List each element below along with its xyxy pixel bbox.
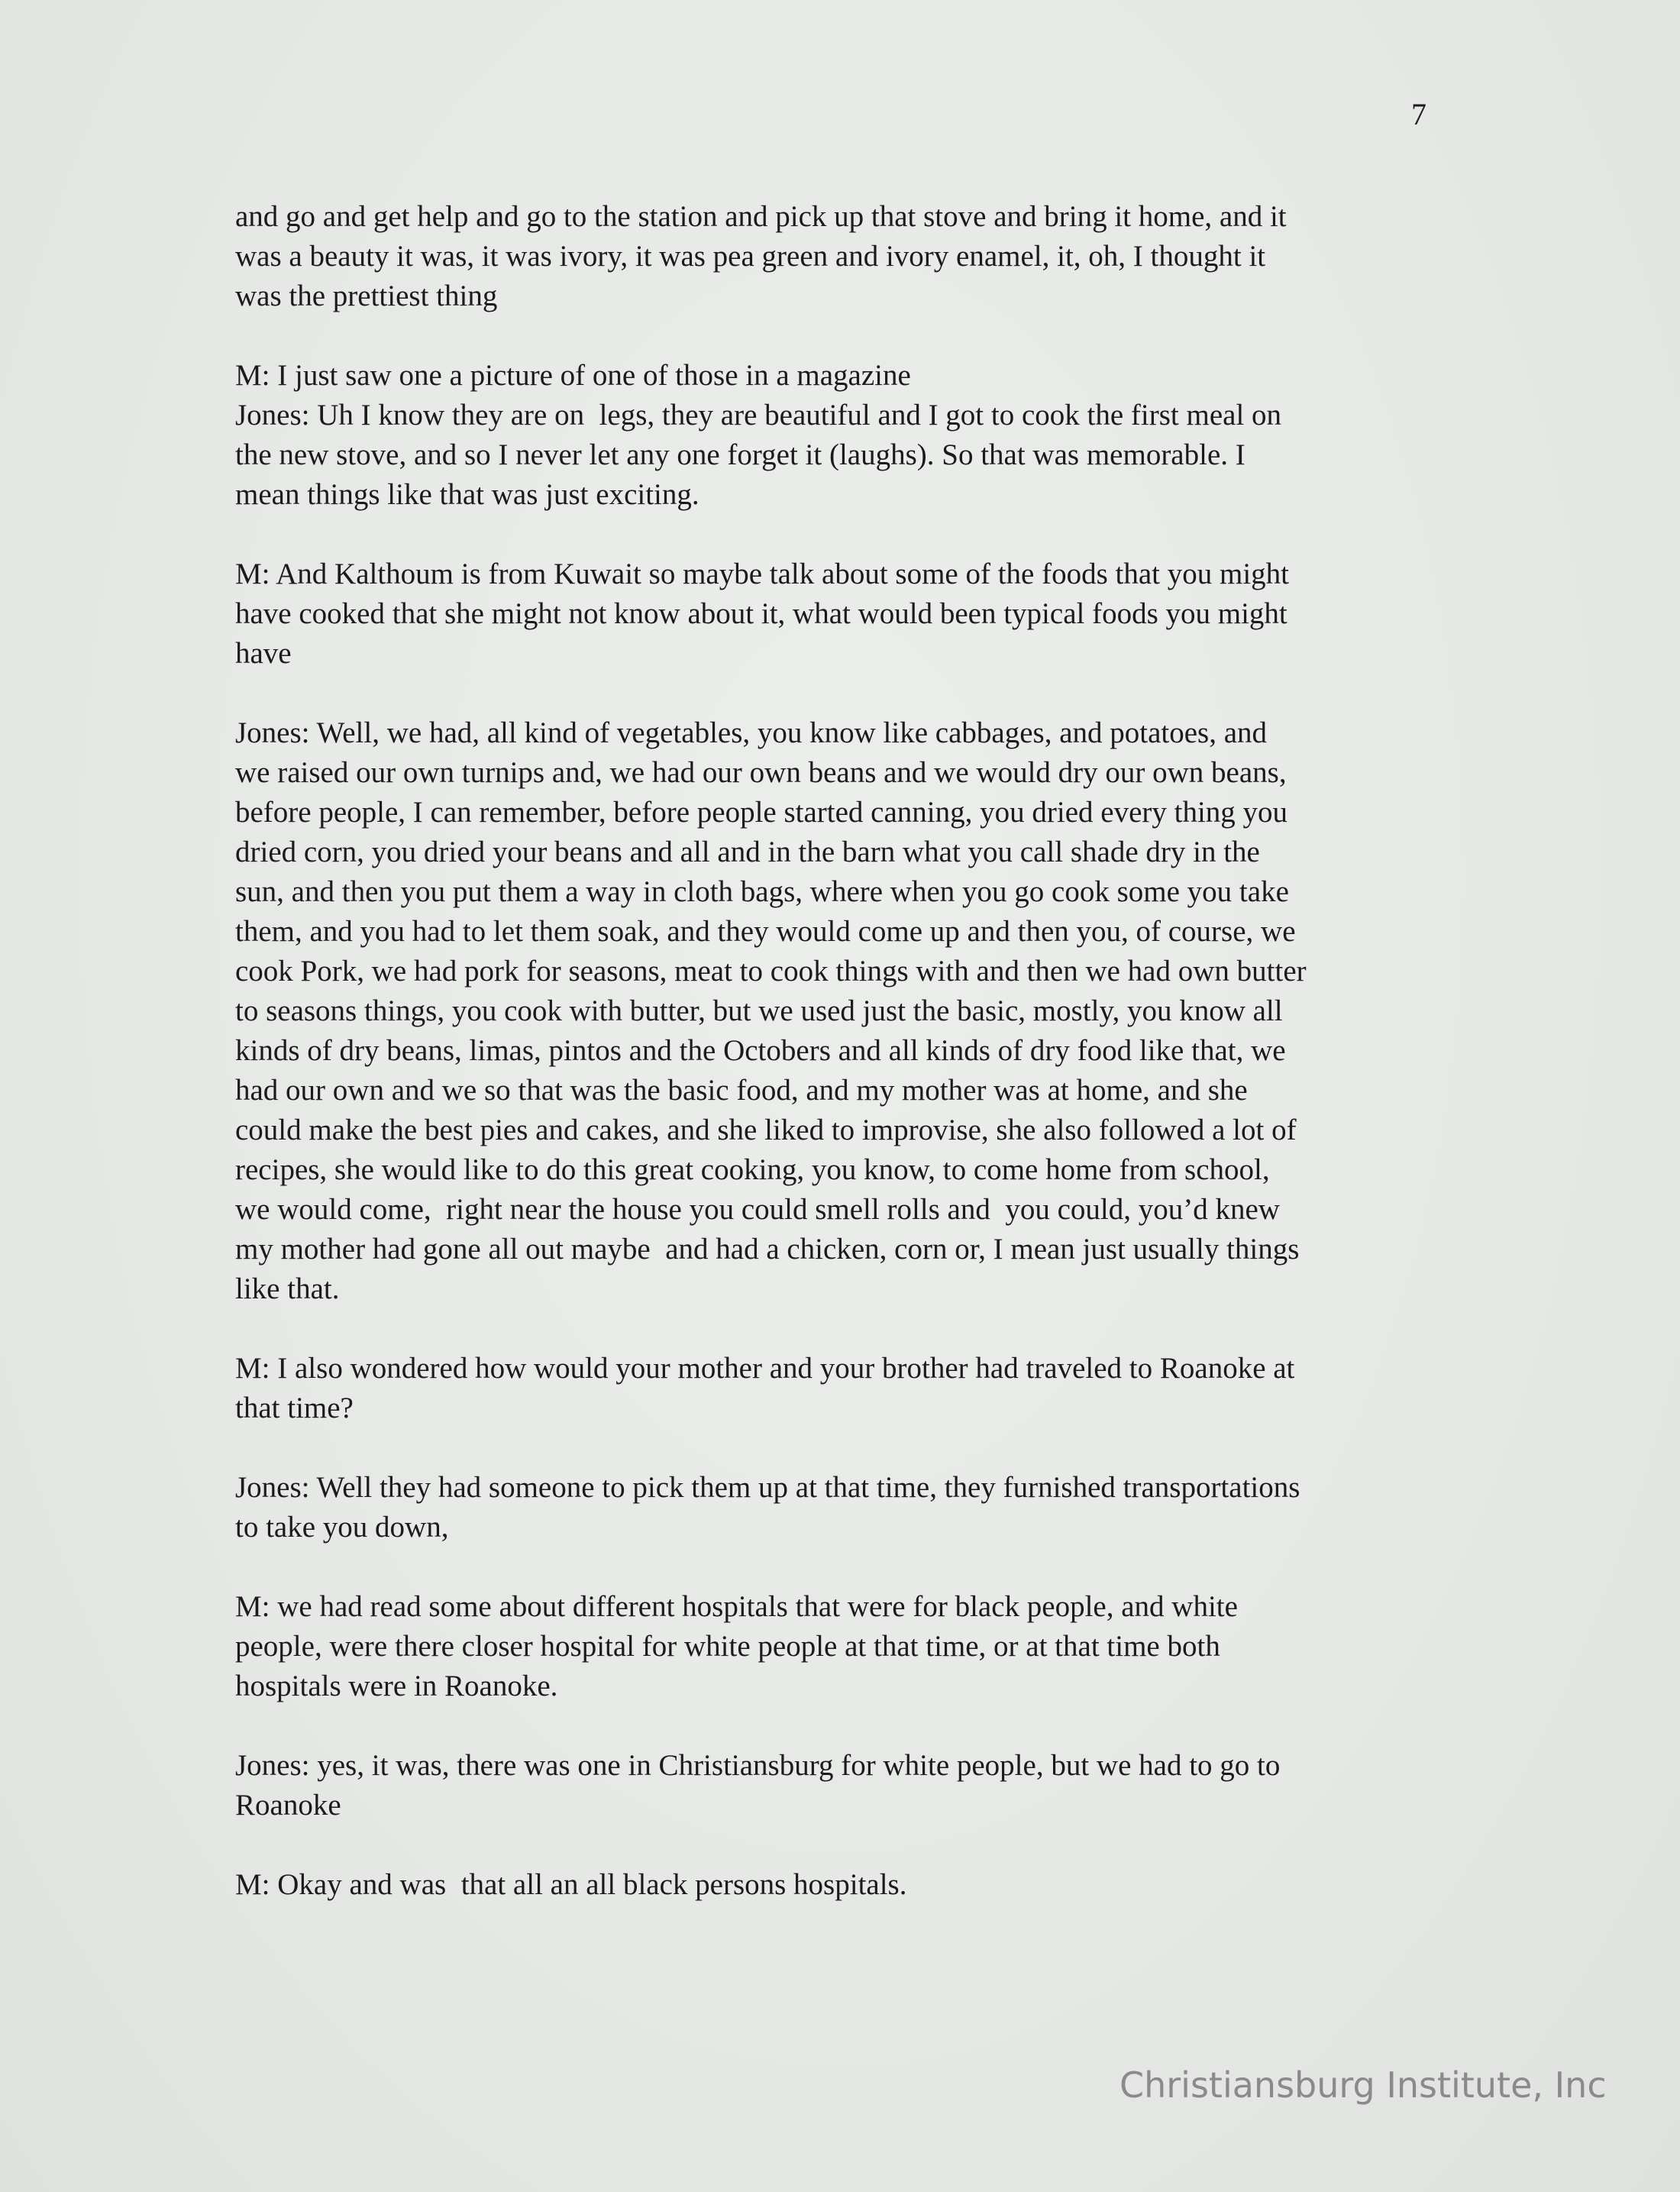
text-line: Jones: Uh I know they are on legs, they are beautiful and I got to cook the first meal on [235,399,1282,432]
text-line: my mother had gone all out maybe and had a chicken, corn or, I mean just usually things [235,1233,1300,1266]
text-line: and go and get help and go to the station and pick up that stove and bring it home, and it [235,200,1287,233]
text-line: mean things like that was just exciting. [235,478,699,511]
text-line: cook Pork, we had pork for seasons, meat to cook things with and then we had own butter [235,955,1307,988]
paragraph-magazine-question [235,356,1457,396]
paragraph-foods-question [235,554,1457,674]
watermark: Christiansburg Institute, Inc [1119,2064,1607,2106]
text-line: to seasons things, you cook with butter, but we used just the basic, mostly, you know all [235,994,1283,1027]
text-line: M: And Kalthoum is from Kuwait so maybe talk about some of the foods that you might [235,558,1290,590]
text-line: Jones: Well, we had, all kind of vegetables, you know like cabbages, and potatoes, and [235,716,1268,749]
text-line: had our own and we so that was the basic food, and my mother was at home, and she [235,1074,1248,1107]
text-line: hospitals were in Roanoke. [235,1670,558,1702]
paragraph-hospitals-question [235,1587,1457,1706]
paragraph-final-question [235,1865,1457,1905]
text-line: was the prettiest thing [235,280,498,312]
text-line: we raised our own turnips and, we had our own beans and we would dry our own beans, [235,756,1287,789]
paragraph-hospitals-answer [235,1746,1457,1825]
text-line: Jones: Well they had someone to pick them up at that time, they furnished transportations [235,1471,1300,1504]
text-line: dried corn, you dried your beans and all and in the barn what you call shade dry in the [235,836,1260,868]
text-line: M: Okay and was that all an all black persons hospitals. [235,1868,907,1901]
text-line: to take you down, [235,1511,449,1544]
paragraph-travel-question [235,1349,1457,1428]
text-line: M: we had read some about different hospitals that were for black people, and white [235,1590,1238,1623]
text-line: the new stove, and so I never let any one forget it (laughs). So that was memorable. I [235,438,1245,471]
text-line: was a beauty it was, it was ivory, it was pea green and ivory enamel, it, oh, I thought it [235,240,1266,273]
text-line: M: I also wondered how would your mother and your brother had traveled to Roanoke at [235,1352,1295,1385]
text-line: Roanoke [235,1789,341,1822]
text-line: recipes, she would like to do this great cooking, you know, to come home from school, [235,1153,1270,1186]
text-line: M: I just saw one a picture of one of those in a magazine [235,359,911,392]
text-line: people, were there closer hospital for white people at that time, or at that time both [235,1630,1220,1663]
text-line: sun, and then you put them a way in cloth bags, where when you go cook some you take [235,875,1289,908]
text-line: could make the best pies and cakes, and she liked to improvise, she also followed a lot of [235,1114,1297,1146]
transcript-body [235,197,1457,1945]
text-line: we would come, right near the house you could smell rolls and you could, you’d knew [235,1193,1280,1226]
text-line: Jones: yes, it was, there was one in Christiansburg for white people, but we had to go to [235,1749,1281,1782]
text-line: them, and you had to let them soak, and they would come up and then you, of course, we [235,915,1296,948]
text-line: that time? [235,1392,354,1424]
text-line: have cooked that she might not know about it, what would been typical foods you might [235,597,1287,630]
text-line: have [235,637,292,670]
paragraph-stove-story [235,197,1457,316]
text-line: kinds of dry beans, limas, pintos and the Octobers and all kinds of dry food like that, we [235,1034,1286,1067]
page-number: 7 [1411,97,1426,131]
text-line: like that. [235,1272,340,1305]
text-line: before people, I can remember, before people started canning, you dried every thing you [235,796,1288,829]
paragraph-foods-answer [235,713,1457,1309]
paragraph-first-meal [235,396,1457,515]
paragraph-travel-answer [235,1468,1457,1547]
